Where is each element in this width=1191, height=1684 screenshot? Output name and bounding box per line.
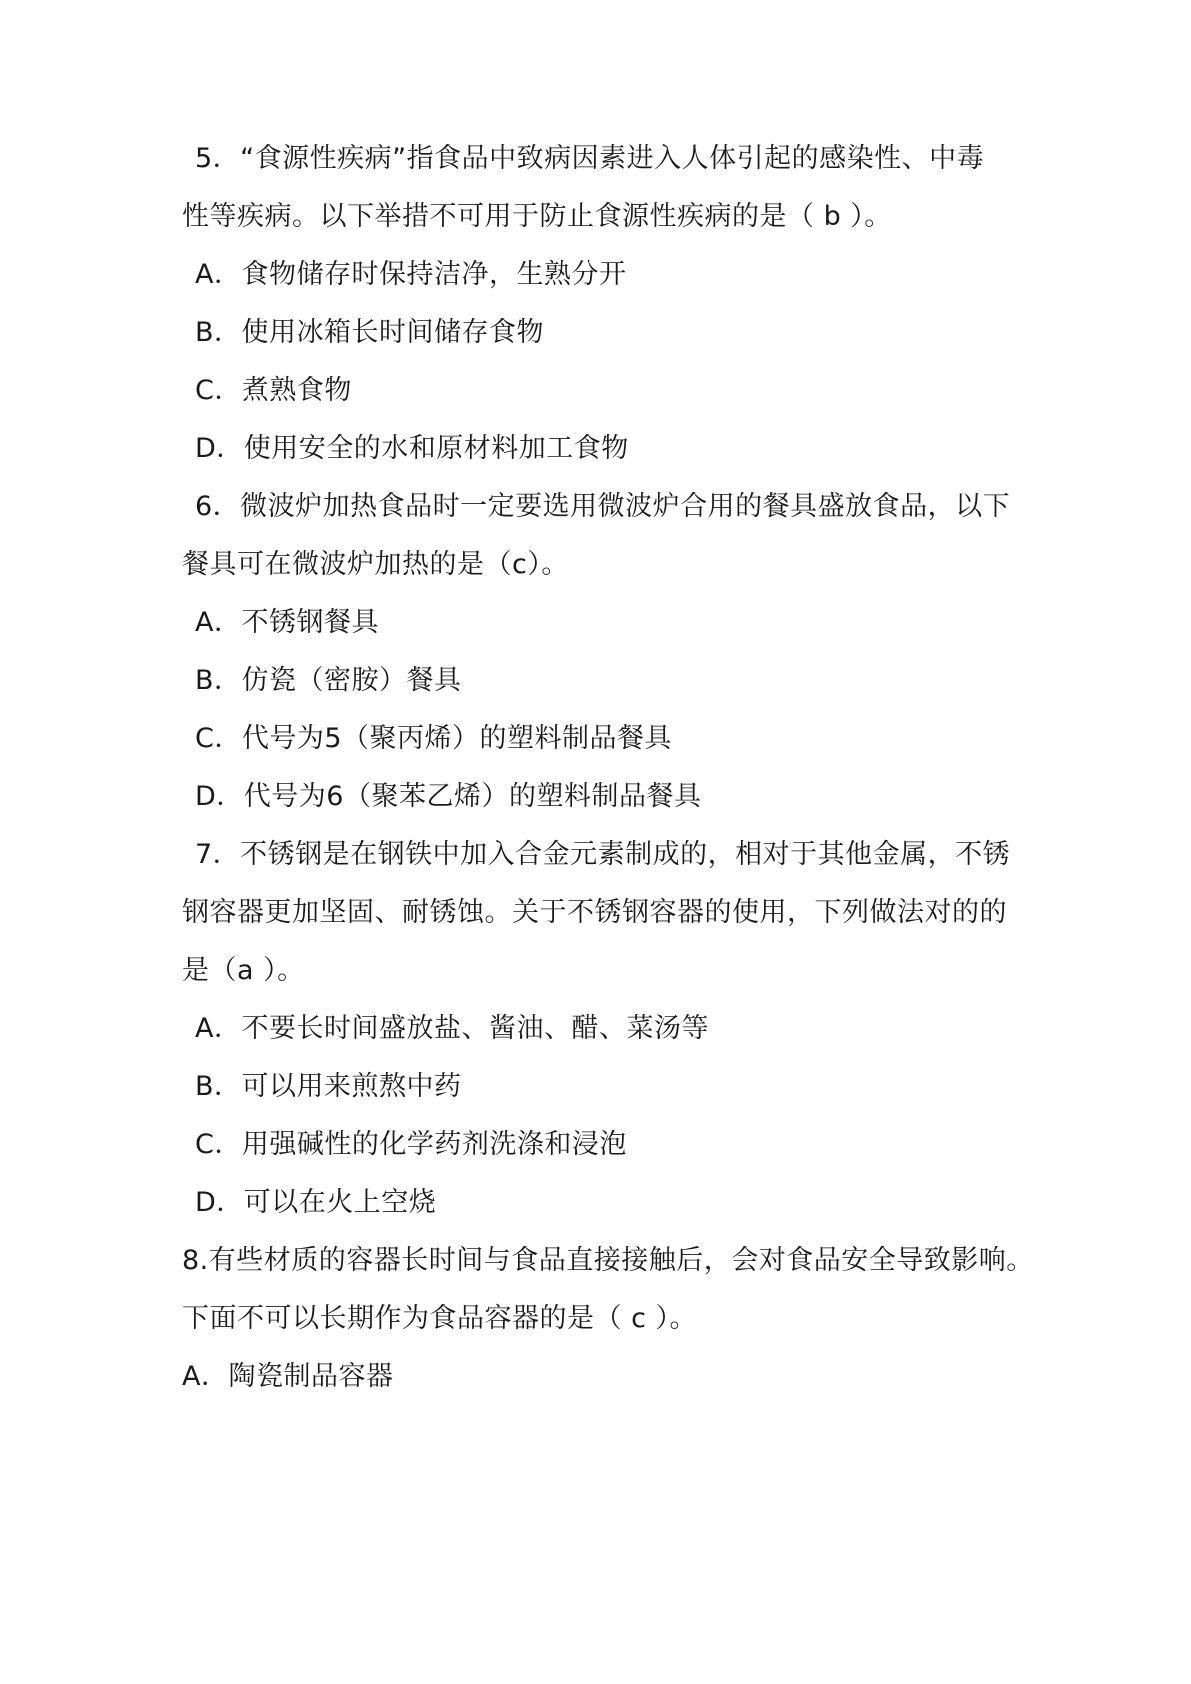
q5-stem-line-2: 性等疾病。以下举措不可用于防止食源性疾病的是（ b ）。 [182,201,892,232]
q6-option-d: D．代号为6（聚苯乙烯）的塑料制品餐具 [195,781,702,812]
q5-option-d: D．使用安全的水和原材料加工食物 [195,433,629,464]
q6-option-b: B．仿瓷（密胺）餐具 [195,665,462,696]
q7-option-a: A．不要长时间盛放盐、酱油、醋、菜汤等 [195,1013,709,1044]
q5-option-a: A．食物储存时保持洁净，生熟分开 [195,259,627,290]
q6-stem-line-2: 餐具可在微波炉加热的是（c）。 [182,549,569,580]
q5-option-c: C．煮熟食物 [195,375,352,406]
q6-option-a: A．不锈钢餐具 [195,607,379,638]
q6-stem-line-1: 6．微波炉加热食品时一定要选用微波炉合用的餐具盛放食品，以下 [195,491,1011,522]
q7-stem-line-1: 7．不锈钢是在钢铁中加入合金元素制成的，相对于其他金属，不锈 [195,839,1011,870]
q6-option-c: C．代号为5（聚丙烯）的塑料制品餐具 [195,723,673,754]
q7-option-d: D．可以在火上空烧 [195,1187,437,1218]
q5-stem-line-1: 5．“食源性疾病”指食品中致病因素进入人体引起的感染性、中毒 [195,143,985,174]
q7-stem-line-2: 钢容器更加坚固、耐锈蚀。关于不锈钢容器的使用，下列做法对的的 [182,897,1007,928]
q8-stem-line-2: 下面不可以长期作为食品容器的是（ c ）。 [182,1303,698,1334]
q5-option-b: B．使用冰箱长时间储存食物 [195,317,545,348]
q7-option-b: B．可以用来煎熬中药 [195,1071,462,1102]
q7-option-c: C．用强碱性的化学药剂洗涤和浸泡 [195,1129,627,1160]
q8-option-a: A．陶瓷制品容器 [182,1361,394,1392]
q8-stem-line-1: 8.有些材质的容器长时间与食品直接接触后，会对食品安全导致影响。 [182,1245,1034,1276]
q7-stem-line-3: 是（a ）。 [182,955,305,986]
